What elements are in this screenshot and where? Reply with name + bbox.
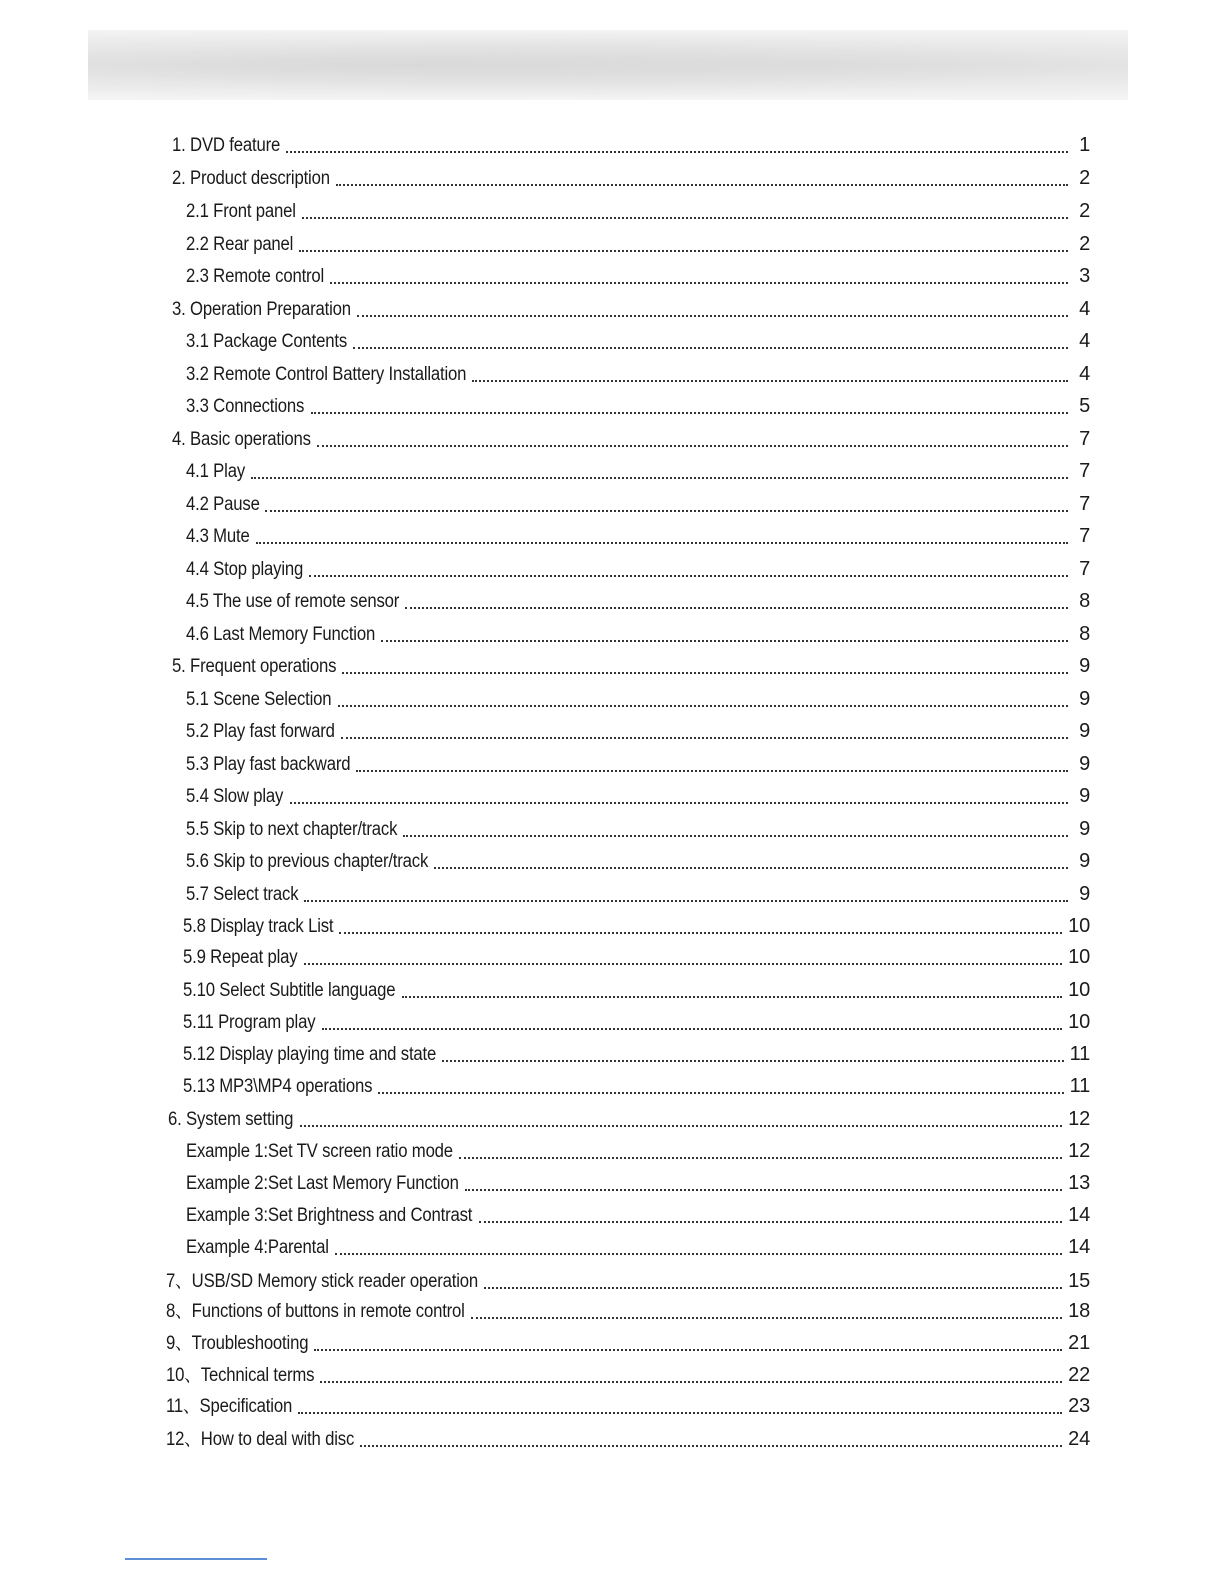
toc-dot-leader — [378, 1091, 1063, 1094]
toc-dot-leader — [335, 1252, 1062, 1255]
toc-entry[interactable] — [186, 846, 1090, 876]
toc-dot-leader — [484, 1286, 1063, 1289]
toc-entry-label: 5.6 Skip to previous chapter/track — [186, 851, 429, 872]
toc-dot-leader — [434, 866, 1068, 869]
toc-entry-page-number: 9 — [1079, 720, 1090, 742]
toc-entry-page-number: 7 — [1079, 493, 1090, 515]
toc-entry[interactable] — [172, 294, 1090, 324]
toc-entry[interactable] — [183, 942, 1090, 972]
toc-dot-leader — [338, 704, 1068, 707]
toc-entry-page-number: 4 — [1079, 363, 1090, 385]
toc-entry-page-number: 9 — [1079, 785, 1090, 807]
toc-entry-page-number: 9 — [1079, 753, 1090, 775]
toc-entry-page-number: 18 — [1068, 1300, 1090, 1322]
toc-entry[interactable] — [183, 911, 1090, 941]
toc-entry-label: 5.2 Play fast forward — [186, 721, 335, 742]
toc-entry[interactable] — [186, 749, 1090, 779]
toc-dot-leader — [311, 411, 1068, 414]
toc-entry-label: 5.9 Repeat play — [183, 947, 298, 968]
toc-entry[interactable] — [183, 1007, 1090, 1037]
toc-entry-page-number: 23 — [1068, 1395, 1090, 1417]
toc-entry-page-number: 12 — [1068, 1108, 1090, 1130]
toc-dot-leader — [320, 1380, 1062, 1383]
toc-dot-leader — [403, 834, 1068, 837]
toc-entry-page-number: 2 — [1079, 233, 1090, 255]
toc-entry[interactable] — [172, 424, 1090, 454]
toc-dot-leader — [402, 995, 1062, 998]
toc-dot-leader — [360, 1444, 1062, 1447]
toc-entry[interactable] — [166, 1360, 1090, 1390]
toc-dot-leader — [339, 931, 1062, 934]
toc-entry-label: 9、Troubleshooting — [166, 1333, 309, 1354]
toc-dot-leader — [357, 314, 1068, 317]
toc-entry-label: 5.7 Select track — [186, 884, 299, 905]
toc-entry-label: Example 1:Set TV screen ratio mode — [186, 1141, 453, 1162]
toc-entry-label: 2.2 Rear panel — [186, 234, 294, 255]
toc-dot-leader — [302, 216, 1068, 219]
toc-entry[interactable] — [183, 975, 1090, 1005]
toc-entry-page-number: 5 — [1079, 395, 1090, 417]
toc-entry-label: 4. Basic operations — [172, 429, 311, 450]
toc-entry-label: 12、How to deal with disc — [166, 1429, 355, 1450]
toc-entry-page-number: 10 — [1068, 915, 1090, 937]
toc-entry-label: 3. Operation Preparation — [172, 299, 351, 320]
toc-dot-leader — [330, 281, 1068, 284]
toc-entry-page-number: 7 — [1079, 428, 1090, 450]
toc-entry-label: 4.6 Last Memory Function — [186, 624, 376, 645]
toc-entry-page-number: 8 — [1079, 590, 1090, 612]
footer-rule — [125, 1558, 267, 1560]
toc-entry[interactable] — [186, 716, 1090, 746]
toc-dot-leader — [304, 962, 1063, 965]
toc-entry-page-number: 4 — [1079, 330, 1090, 352]
toc-dot-leader — [336, 183, 1068, 186]
header-band — [88, 30, 1128, 100]
toc-dot-leader — [442, 1059, 1064, 1062]
toc-entry[interactable] — [166, 1424, 1090, 1454]
toc-entry-label: 8、Functions of buttons in remote control — [166, 1301, 465, 1322]
toc-entry[interactable] — [186, 1200, 1090, 1230]
toc-entry-page-number: 1 — [1079, 134, 1090, 156]
toc-entry[interactable] — [186, 359, 1090, 389]
toc-entry-page-number: 14 — [1068, 1204, 1090, 1226]
toc-entry-page-number: 11 — [1069, 1043, 1090, 1065]
toc-entry-label: 4.2 Pause — [186, 494, 260, 515]
toc-entry[interactable] — [186, 196, 1090, 226]
toc-entry-label: 4.3 Mute — [186, 526, 250, 547]
toc-entry-page-number: 21 — [1068, 1332, 1090, 1354]
toc-entry-page-number: 22 — [1068, 1364, 1090, 1386]
toc-entry-label: 7、USB/SD Memory stick reader operation — [166, 1271, 479, 1292]
toc-entry-label: Example 2:Set Last Memory Function — [186, 1173, 459, 1194]
toc-entry-label: 5.13 MP3\MP4 operations — [183, 1076, 373, 1097]
toc-entry[interactable] — [186, 1168, 1090, 1198]
toc-dot-leader — [459, 1156, 1062, 1159]
toc-entry[interactable] — [186, 781, 1090, 811]
toc-entry[interactable] — [186, 619, 1090, 649]
toc-entry-label: 5.5 Skip to next chapter/track — [186, 819, 398, 840]
toc-entry-page-number: 10 — [1068, 1011, 1090, 1033]
toc-entry[interactable] — [166, 1266, 1090, 1296]
toc-entry-label: 3.1 Package Contents — [186, 331, 348, 352]
toc-dot-leader — [300, 1124, 1063, 1127]
toc-entry-label: 3.3 Connections — [186, 396, 305, 417]
toc-dot-leader — [251, 476, 1068, 479]
toc-entry[interactable] — [172, 130, 1090, 160]
toc-entry-page-number: 9 — [1079, 655, 1090, 677]
toc-dot-leader — [317, 444, 1068, 447]
toc-entry[interactable] — [186, 1136, 1090, 1166]
toc-dot-leader — [381, 639, 1068, 642]
toc-entry-page-number: 10 — [1068, 946, 1090, 968]
toc-entry-label: 4.5 The use of remote sensor — [186, 591, 400, 612]
toc-dot-leader — [356, 769, 1068, 772]
toc-entry-page-number: 8 — [1079, 623, 1090, 645]
toc-entry[interactable] — [186, 261, 1090, 291]
toc-entry-label: 2.3 Remote control — [186, 266, 325, 287]
toc-dot-leader — [256, 541, 1068, 544]
toc-entry-label: 5.4 Slow play — [186, 786, 284, 807]
toc-entry-page-number: 13 — [1068, 1172, 1090, 1194]
toc-dot-leader — [353, 346, 1068, 349]
toc-entry-page-number: 2 — [1079, 200, 1090, 222]
toc-entry-label: 4.1 Play — [186, 461, 246, 482]
toc-dot-leader — [299, 249, 1068, 252]
toc-entry[interactable] — [186, 521, 1090, 551]
toc-entry-page-number: 12 — [1068, 1140, 1090, 1162]
toc-dot-leader — [341, 736, 1068, 739]
toc-entry-label: 6. System setting — [168, 1109, 294, 1130]
toc-entry[interactable] — [186, 326, 1090, 356]
toc-entry[interactable] — [183, 1039, 1090, 1069]
toc-entry[interactable] — [186, 879, 1090, 909]
toc-entry-label: 5.11 Program play — [183, 1012, 316, 1033]
toc-entry-page-number: 7 — [1079, 558, 1090, 580]
toc-entry-page-number: 24 — [1068, 1428, 1090, 1450]
toc-dot-leader — [465, 1188, 1062, 1191]
toc-entry-page-number: 9 — [1079, 818, 1090, 840]
toc-entry-label: 2. Product description — [172, 168, 330, 189]
toc-entry[interactable] — [186, 1232, 1090, 1262]
toc-entry-page-number: 7 — [1079, 460, 1090, 482]
toc-entry[interactable] — [186, 586, 1090, 616]
toc-dot-leader — [286, 150, 1068, 153]
toc-entry-label: 5.10 Select Subtitle language — [183, 980, 396, 1001]
toc-entry-page-number: 10 — [1068, 979, 1090, 1001]
toc-entry[interactable] — [172, 651, 1090, 681]
toc-entry[interactable] — [186, 814, 1090, 844]
toc-entry[interactable] — [166, 1296, 1090, 1326]
toc-entry-label: Example 3:Set Brightness and Contrast — [186, 1205, 473, 1226]
toc-entry[interactable] — [186, 391, 1090, 421]
toc-entry-label: 4.4 Stop playing — [186, 559, 304, 580]
toc-dot-leader — [304, 899, 1068, 902]
toc-entry[interactable] — [166, 1391, 1090, 1421]
toc-entry-page-number: 2 — [1079, 167, 1090, 189]
toc-entry-label: 1. DVD feature — [172, 135, 281, 156]
toc-entry-label: 5.12 Display playing time and state — [183, 1044, 437, 1065]
toc-entry[interactable] — [168, 1104, 1090, 1134]
toc-entry-page-number: 4 — [1079, 298, 1090, 320]
toc-entry[interactable] — [186, 489, 1090, 519]
toc-entry-page-number: 9 — [1079, 850, 1090, 872]
toc-entry-label: 11、Specification — [166, 1396, 293, 1417]
toc-entry-page-number: 15 — [1068, 1270, 1090, 1292]
toc-entry-page-number: 3 — [1079, 265, 1090, 287]
toc-entry[interactable] — [186, 229, 1090, 259]
toc-entry-label: 10、Technical terms — [166, 1365, 315, 1386]
toc-entry-page-number: 7 — [1079, 525, 1090, 547]
toc-entry-page-number: 9 — [1079, 688, 1090, 710]
toc-entry[interactable] — [166, 1328, 1090, 1358]
toc-dot-leader — [471, 1316, 1062, 1319]
toc-dot-leader — [472, 379, 1068, 382]
toc-dot-leader — [290, 801, 1068, 804]
toc-entry-label: 5.1 Scene Selection — [186, 689, 332, 710]
toc-entry[interactable] — [186, 554, 1090, 584]
toc-entry[interactable] — [186, 456, 1090, 486]
toc-dot-leader — [298, 1411, 1062, 1414]
toc-entry[interactable] — [172, 163, 1090, 193]
toc-dot-leader — [309, 574, 1068, 577]
toc-entry-label: 5.3 Play fast backward — [186, 754, 351, 775]
toc-dot-leader — [342, 671, 1068, 674]
toc-entry-label: 2.1 Front panel — [186, 201, 296, 222]
toc-entry-label: 5.8 Display track List — [183, 916, 334, 937]
toc-dot-leader — [265, 509, 1068, 512]
toc-entry-label: 5. Frequent operations — [172, 656, 337, 677]
toc-entry[interactable] — [183, 1071, 1090, 1101]
toc-dot-leader — [479, 1220, 1063, 1223]
toc-entry[interactable] — [186, 684, 1090, 714]
toc-dot-leader — [405, 606, 1068, 609]
toc-entry-label: Example 4:Parental — [186, 1237, 329, 1258]
toc-entry-page-number: 9 — [1079, 883, 1090, 905]
toc-entry-page-number: 11 — [1069, 1075, 1090, 1097]
toc-entry-page-number: 14 — [1068, 1236, 1090, 1258]
toc-entry-label: 3.2 Remote Control Battery Installation — [186, 364, 467, 385]
toc-dot-leader — [314, 1348, 1062, 1351]
toc-dot-leader — [322, 1027, 1062, 1030]
